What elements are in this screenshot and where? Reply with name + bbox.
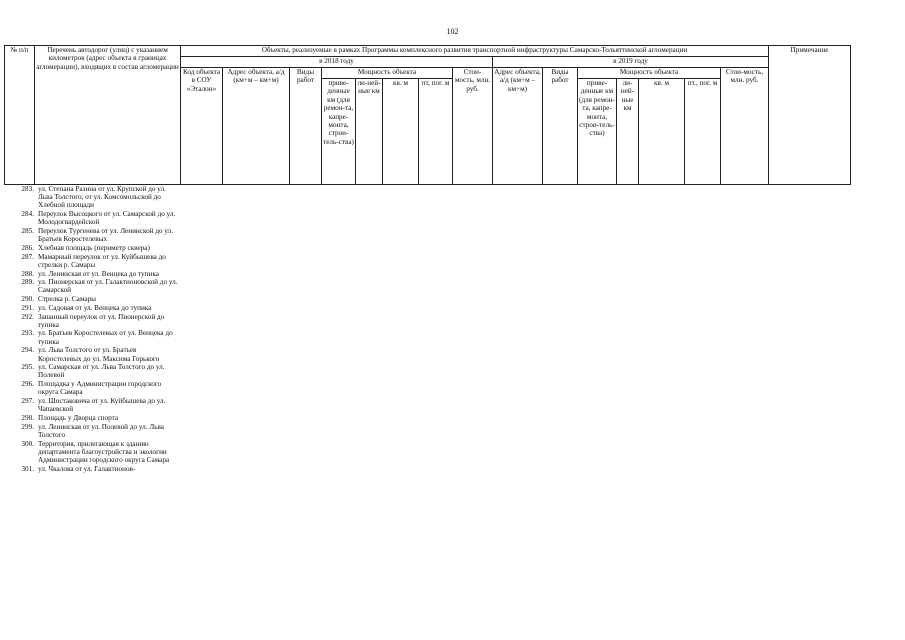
table-row: 286. Хлебная площадь (периметр сквера) bbox=[21, 243, 150, 252]
table-row: 296. Площадка у Администрации городского округа Самара bbox=[21, 380, 162, 397]
cost-2018-header: Стои-мость, млн. руб. bbox=[453, 68, 493, 185]
table-row: 293. ул. Братьев Коростелевых от ул. Венцека до тупика bbox=[21, 329, 173, 346]
page-number: 102 bbox=[446, 27, 459, 36]
address-2018-header: Адрес объекта, а/д (км+м – км+м) bbox=[223, 68, 290, 185]
sqm-2018: кв. м bbox=[383, 79, 419, 185]
table-row: 301. ул. Чкалова от ул. Галактионов- bbox=[21, 464, 136, 473]
table-row: 284. Переулок Высоцкого от ул. Самарской до ул. Молодогвардейской bbox=[21, 210, 176, 227]
table-row: 285. Переулок Тургенева от ул. Ленинской до ул. Братьев Коростелевых bbox=[21, 227, 174, 244]
col-objects-header: Объекты, реализуемые в рамках Программы комплексного развития транспортной инфраструктуры Самарско-Тольяттинской агломерации bbox=[181, 46, 769, 57]
reduced-km-2018: приве-денные км (для ремон-та, капре-монта, строи-тель-ства) bbox=[322, 79, 356, 185]
table-row: 292. Запанный переулок от ул. Пионерской до тупика bbox=[21, 312, 165, 329]
sqm-2019: кв. м bbox=[639, 79, 685, 185]
capacity-2019-header: Мощность объекта bbox=[578, 68, 721, 79]
table-row: 288. ул. Ленинская от ул. Венцека до тупика bbox=[21, 269, 159, 278]
table-row: 300. Территория, прилегающая к зданию департамента благоустройства и экологии Администрации городского округа Самара bbox=[21, 439, 170, 464]
header-table bbox=[4, 45, 851, 185]
table-row: 283. ул. Степана Разина от ул. Крупской до ул. Льва Толстого, от ул. Комсомольской до Хлебной площади bbox=[21, 185, 166, 210]
table-row: 297. ул. Шостаковича от ул. Куйбышева до ул. Чапаевской bbox=[21, 397, 166, 414]
road-list bbox=[4, 185, 184, 473]
pm-2019: пт., пог. м bbox=[685, 79, 721, 185]
table-row: 294. ул. Льва Толстого от ул. Братьев Коростелевых до ул. Максима Горького bbox=[21, 346, 160, 363]
address-2019-header: Адрес объекта, а/д (км+м – км+м) bbox=[493, 68, 543, 185]
reduced-km-2019: приве-денные км (для ремон-та, капре-монта, строи-тель-ства) bbox=[578, 79, 617, 185]
linear-km-2018: ли-ней-ные км bbox=[356, 79, 383, 185]
pm-2018: пт, пог. м bbox=[419, 79, 453, 185]
table-row: 290. Стрелка р. Самары bbox=[21, 295, 96, 304]
works-2019-header: Виды работ bbox=[543, 68, 578, 185]
code-header: Код объекта в СОУ «Эталон» bbox=[181, 68, 223, 185]
col-note-header: Примечание bbox=[769, 46, 851, 185]
col-list-header: Перечень автодорог (улиц) с указанием километров (адрес объекта в границах агломерации), входящих в состав агломерации bbox=[35, 46, 181, 185]
table-row: 287. Мамарный переулок от ул. Куйбышева до стрелки р. Самары bbox=[21, 252, 166, 269]
cost-2019-header: Стои-мость, млн. руб. bbox=[721, 68, 769, 185]
year-2018-header: в 2018 году bbox=[181, 57, 493, 68]
table-row: 299. ул. Ленинская от ул. Полевой до ул. Льва Толстого bbox=[21, 422, 164, 439]
year-2019-header: в 2019 году bbox=[493, 57, 769, 68]
table-row: 291. ул. Садовая от ул. Венцека до тупика bbox=[21, 303, 152, 312]
table-row: 298. Площадь у Дворца спорта bbox=[21, 413, 119, 422]
table-row: 295. ул. Самарская от ул. Льва Толстого до ул. Полевой bbox=[21, 363, 165, 380]
capacity-2018-header: Мощность объекта bbox=[322, 68, 453, 79]
linear-km-2019: ли-ней-ные км bbox=[617, 79, 639, 185]
table-row: 289. ул. Пионерская от ул. Галактионовской до ул. Самарской bbox=[21, 278, 178, 295]
works-2018-header: Виды работ bbox=[290, 68, 322, 185]
col-num-header: № п/п bbox=[5, 46, 35, 185]
